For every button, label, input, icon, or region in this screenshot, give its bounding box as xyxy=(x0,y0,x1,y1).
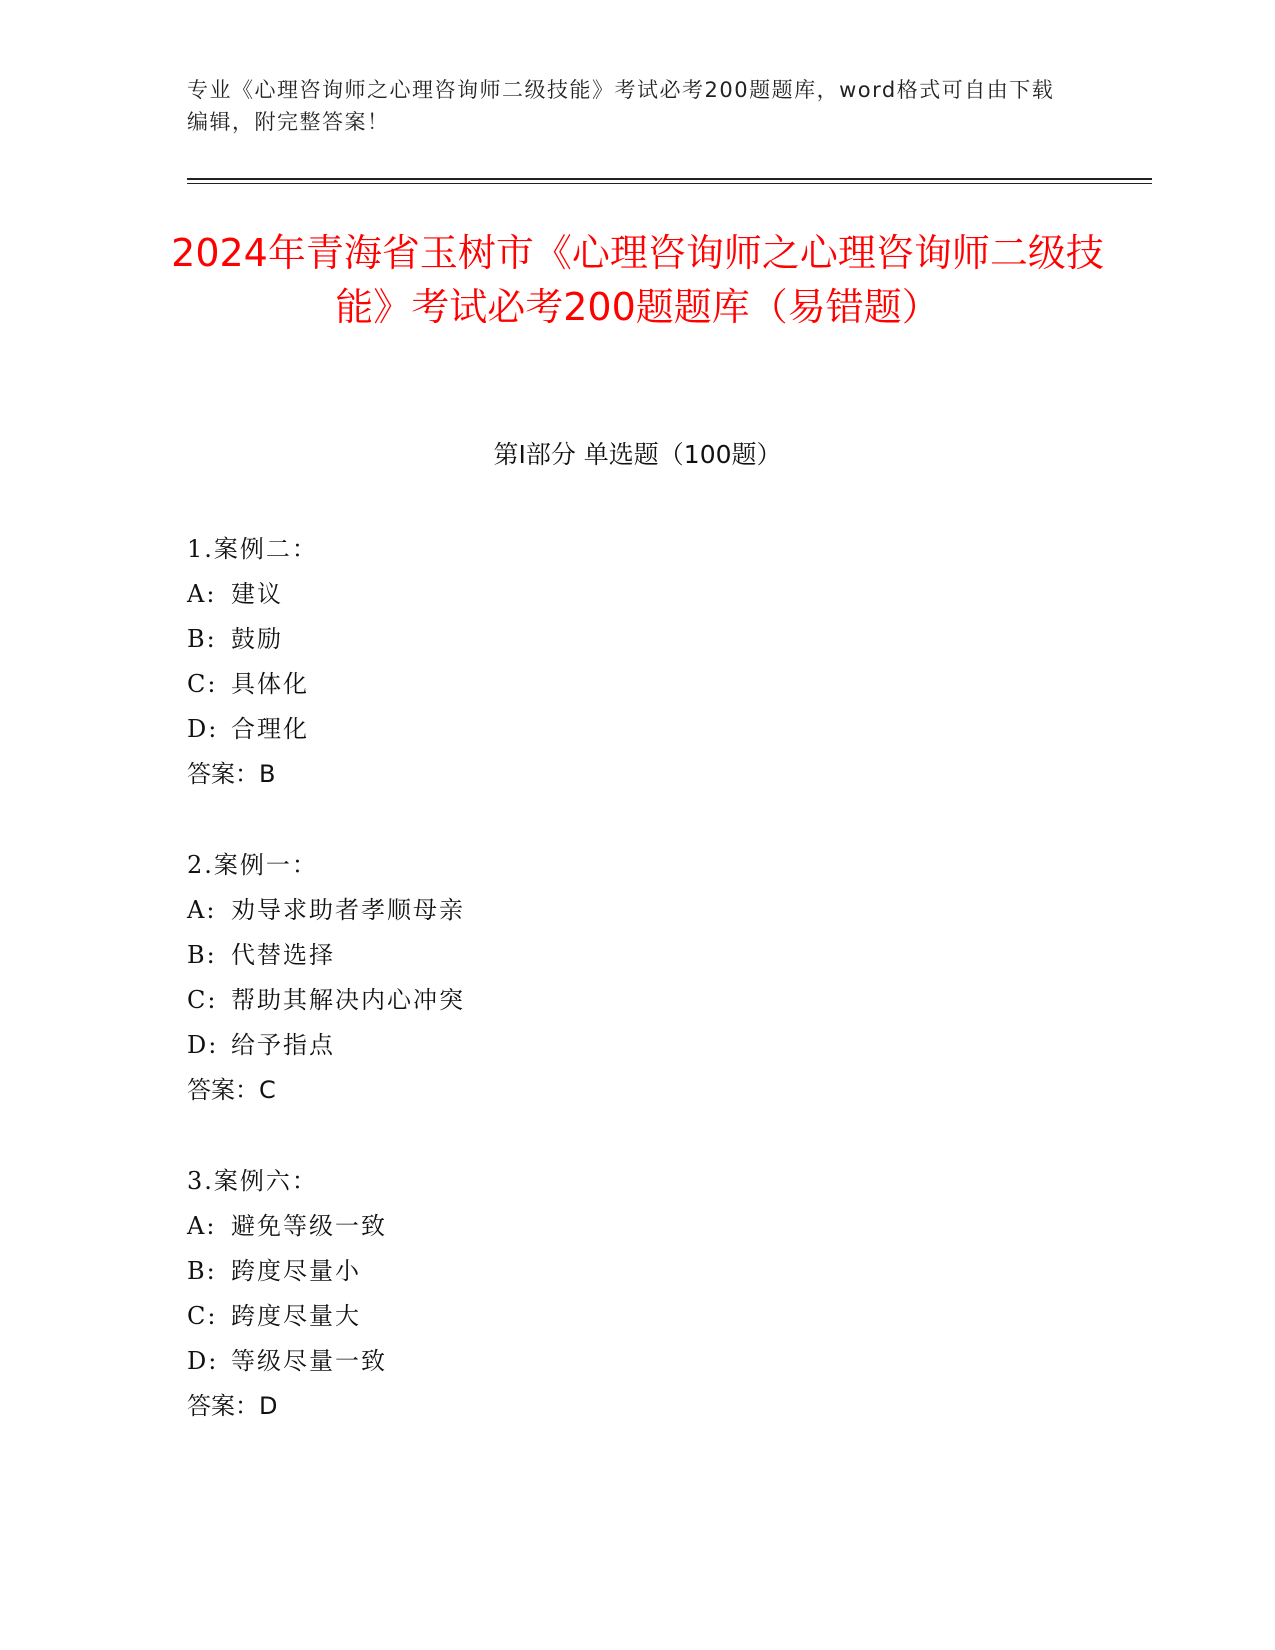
option-text: 代替选择 xyxy=(231,941,335,969)
option-key: B: xyxy=(187,625,217,653)
document-title: 2024年青海省玉树市《心理咨询师之心理咨询师二级技能》考试必考200题题库（易错题） xyxy=(171,231,1104,329)
option-text: 跨度尽量大 xyxy=(231,1302,361,1330)
answer: 答案：B xyxy=(187,760,276,788)
option-d xyxy=(187,1023,1087,1068)
option-text: 帮助其解决内心冲突 xyxy=(231,986,465,1014)
option-c xyxy=(187,662,1087,707)
question-3 xyxy=(187,1159,1087,1429)
option-key: A: xyxy=(187,896,217,924)
answer: 答案：D xyxy=(187,1392,278,1420)
option-key: D: xyxy=(187,1347,219,1375)
option-key: C: xyxy=(187,670,218,698)
question-2 xyxy=(187,843,1087,1113)
option-text: 具体化 xyxy=(231,670,309,698)
question-1 xyxy=(187,527,1087,797)
header-note: 专业《心理咨询师之心理咨询师二级技能》考试必考200题题库，word格式可自由下载编辑，附完整答案！ xyxy=(187,78,1055,134)
header-rule-thick xyxy=(187,178,1152,180)
option-a xyxy=(187,572,1087,617)
question-stem: 3.案例六： xyxy=(187,1167,318,1195)
header-rule-thin xyxy=(187,183,1152,184)
option-text: 等级尽量一致 xyxy=(231,1347,387,1375)
option-text: 劝导求助者孝顺母亲 xyxy=(231,896,465,924)
option-d xyxy=(187,1339,1087,1384)
option-key: B: xyxy=(187,1257,217,1285)
question-stem: 1.案例二： xyxy=(187,535,318,563)
option-a xyxy=(187,1204,1087,1249)
question-stem: 2.案例一： xyxy=(187,851,318,879)
option-key: A: xyxy=(187,580,217,608)
answer: 答案：C xyxy=(187,1076,276,1104)
option-key: B: xyxy=(187,941,217,969)
option-a xyxy=(187,888,1087,933)
option-key: A: xyxy=(187,1212,217,1240)
option-key: D: xyxy=(187,1031,219,1059)
option-text: 避免等级一致 xyxy=(231,1212,387,1240)
option-b xyxy=(187,1249,1087,1294)
option-b xyxy=(187,617,1087,662)
option-text: 建议 xyxy=(231,580,283,608)
question-list xyxy=(187,527,1087,1475)
section-heading: 第I部分 单选题（100题） xyxy=(493,440,782,469)
option-c xyxy=(187,978,1087,1023)
option-key: C: xyxy=(187,1302,218,1330)
option-b xyxy=(187,933,1087,978)
option-d xyxy=(187,707,1087,752)
option-key: D: xyxy=(187,715,219,743)
option-text: 跨度尽量小 xyxy=(231,1257,361,1285)
option-c xyxy=(187,1294,1087,1339)
option-text: 鼓励 xyxy=(231,625,283,653)
option-key: C: xyxy=(187,986,218,1014)
option-text: 给予指点 xyxy=(231,1031,335,1059)
option-text: 合理化 xyxy=(231,715,309,743)
